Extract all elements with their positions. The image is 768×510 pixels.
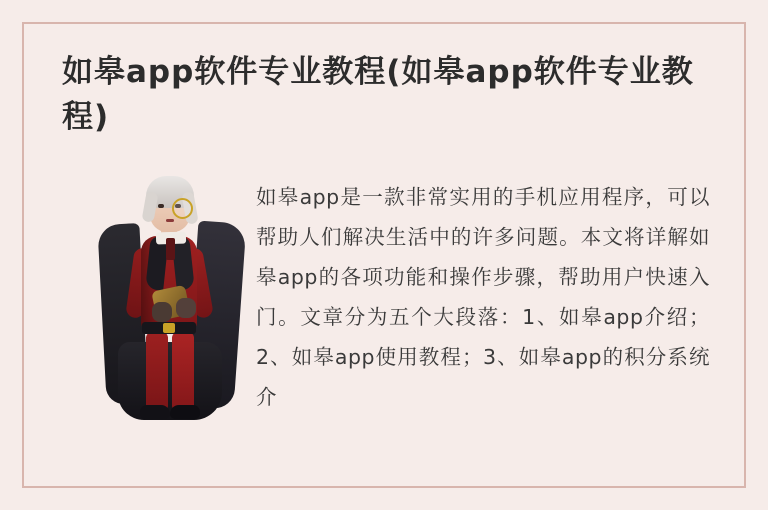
left-hand-glove — [152, 302, 172, 322]
right-hand-glove — [176, 298, 196, 318]
coat-tail — [118, 342, 222, 420]
mouth — [166, 219, 174, 222]
monocle-icon — [172, 198, 193, 219]
character-illustration — [94, 162, 244, 450]
left-shoe — [140, 405, 170, 419]
left-eye — [158, 204, 164, 208]
left-leg — [146, 332, 168, 410]
article-body-area — [58, 158, 710, 458]
right-shoe — [170, 405, 200, 419]
decorative-border-frame — [22, 22, 746, 488]
document-content — [24, 24, 744, 486]
necktie — [166, 238, 175, 260]
belt-buckle — [163, 323, 175, 333]
article-paragraph: 如皋app是一款非常实用的手机应用程序，可以帮助人们解决生活中的许多问题。本文将详解如皋app的各项功能和操作步骤，帮助用户快速入门。文章分为五个大段落：1、如皋app介绍；2、如皋app使用教程；3、如皋app的积分系统介 — [256, 185, 710, 410]
right-leg — [172, 332, 194, 410]
page-title: 如皋app软件专业教程(如皋app软件专业教程) — [62, 54, 694, 135]
